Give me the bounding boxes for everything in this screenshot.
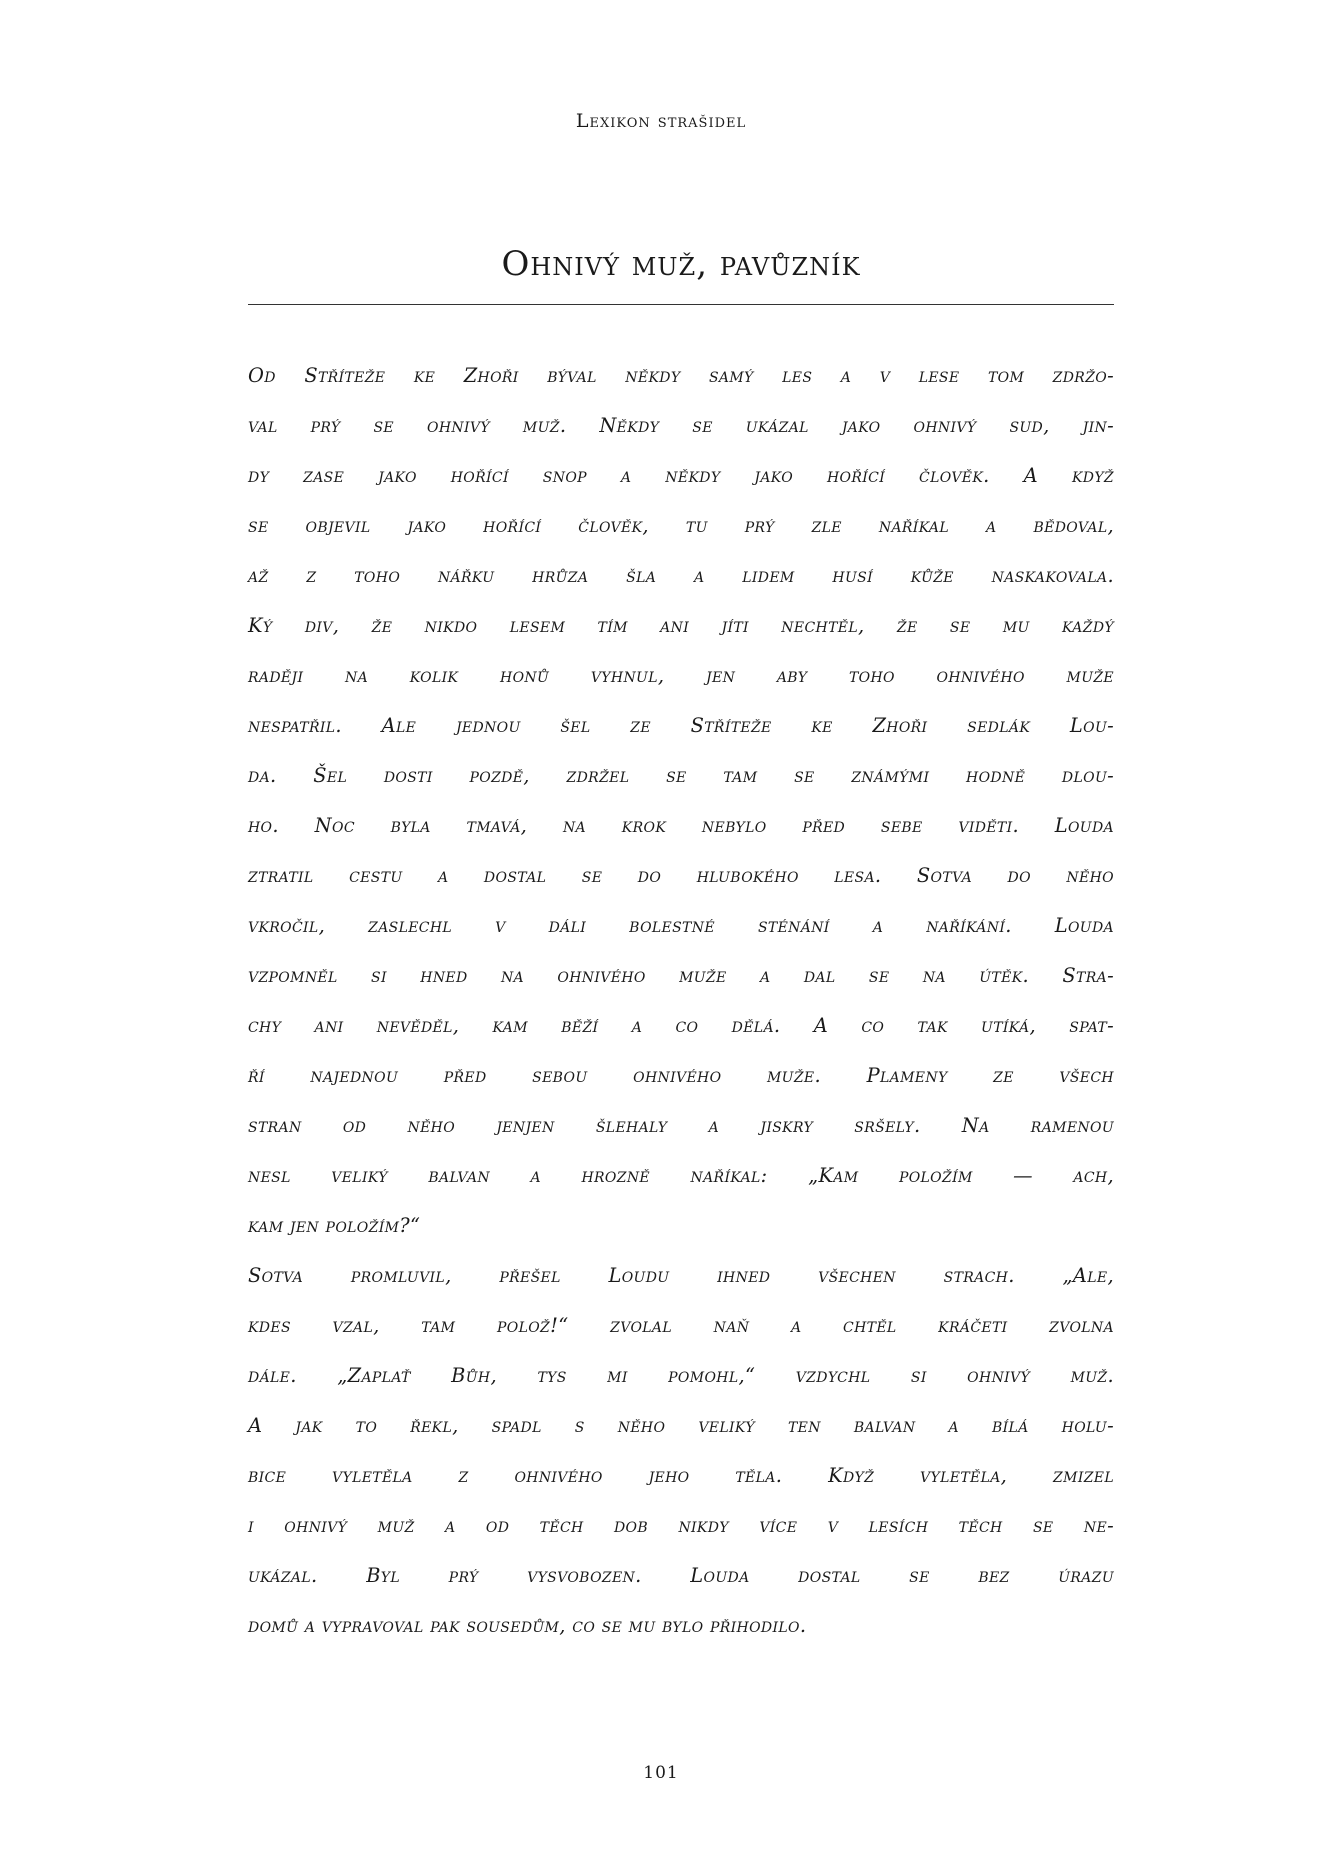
text-line: dy zase jako hořící snop a někdy jako hořící člověk. A když bbox=[248, 464, 1114, 487]
text-line: val prý se ohnivý muž. Někdy se ukázal jako ohnivý sud, jin- bbox=[248, 414, 1114, 437]
text-line: ho. Noc byla tmavá, na krok nebylo před sebe viděti. Louda bbox=[248, 814, 1114, 837]
text-line: Sotva promluvil, přešel Loudu ihned všechen strach. „Ale, bbox=[248, 1264, 1114, 1287]
text-line: ří najednou před sebou ohnivého muže. Plameny ze všech bbox=[248, 1064, 1114, 1087]
text-line: vkročil, zaslechl v dáli bolestné sténání a naříkání. Louda bbox=[248, 914, 1114, 937]
text-line: nesl veliký balvan a hrozně naříkal: „Kam položím — ach, bbox=[248, 1164, 1114, 1187]
text-line: bice vyletěla z ohnivého jeho těla. Když vyletěla, zmizel bbox=[248, 1464, 1114, 1487]
text-line: Od Stříteže ke Zhoři býval někdy samý les a v lese tom zdržo- bbox=[248, 364, 1114, 387]
chapter-title: Ohnivý muž, pavůzník bbox=[501, 244, 861, 284]
text-line: domů a vypravoval pak sousedům, co se mu bylo přihodilo. bbox=[248, 1614, 807, 1637]
text-line: ztratil cestu a dostal se do hlubokého lesa. Sotva do něho bbox=[248, 864, 1114, 887]
text-line: raději na kolik honů vyhnul, jen aby toho ohnivého muže bbox=[248, 664, 1114, 687]
text-line: vzpomněl si hned na ohnivého muže a dal se na útěk. Stra- bbox=[248, 964, 1114, 987]
page-number: 101 bbox=[643, 1763, 679, 1783]
body-text bbox=[248, 351, 1114, 1651]
text-line: dále. „Zaplať Bůh, tys mi pomohl,“ vzdychl si ohnivý muž. bbox=[248, 1364, 1114, 1387]
text-line: da. Šel dosti pozdě, zdržel se tam se známými hodně dlou- bbox=[248, 764, 1114, 787]
text-line: nespatřil. Ale jednou šel ze Stříteže ke Zhoři sedlák Lou- bbox=[248, 714, 1114, 737]
text-line: se objevil jako hořící člověk, tu prý zle naříkal a bědoval, bbox=[248, 514, 1114, 537]
text-line: i ohnivý muž a od těch dob nikdy více v lesích těch se ne- bbox=[248, 1514, 1114, 1537]
text-line: kdes vzal, tam polož!“ zvolal naň a chtěl kráčeti zvolna bbox=[248, 1314, 1114, 1337]
running-head: Lexikon strašidel bbox=[575, 110, 747, 132]
text-line: A jak to řekl, spadl s něho veliký ten balvan a bílá holu- bbox=[248, 1414, 1114, 1437]
text-line: až z toho nářku hrůza šla a lidem husí kůže naskakovala. bbox=[248, 564, 1114, 587]
text-line: chy ani nevěděl, kam běží a co dělá. A co tak utíká, spat- bbox=[248, 1014, 1114, 1037]
text-line: stran od něho jenjen šlehaly a jiskry sršely. Na ramenou bbox=[248, 1114, 1114, 1137]
text-line: Ký div, že nikdo lesem tím ani jíti nechtěl, že se mu každý bbox=[248, 614, 1114, 637]
text-line: kam jen položím?“ bbox=[248, 1214, 421, 1237]
title-divider bbox=[248, 304, 1114, 305]
text-line: ukázal. Byl prý vysvobozen. Louda dostal se bez úrazu bbox=[248, 1564, 1114, 1587]
